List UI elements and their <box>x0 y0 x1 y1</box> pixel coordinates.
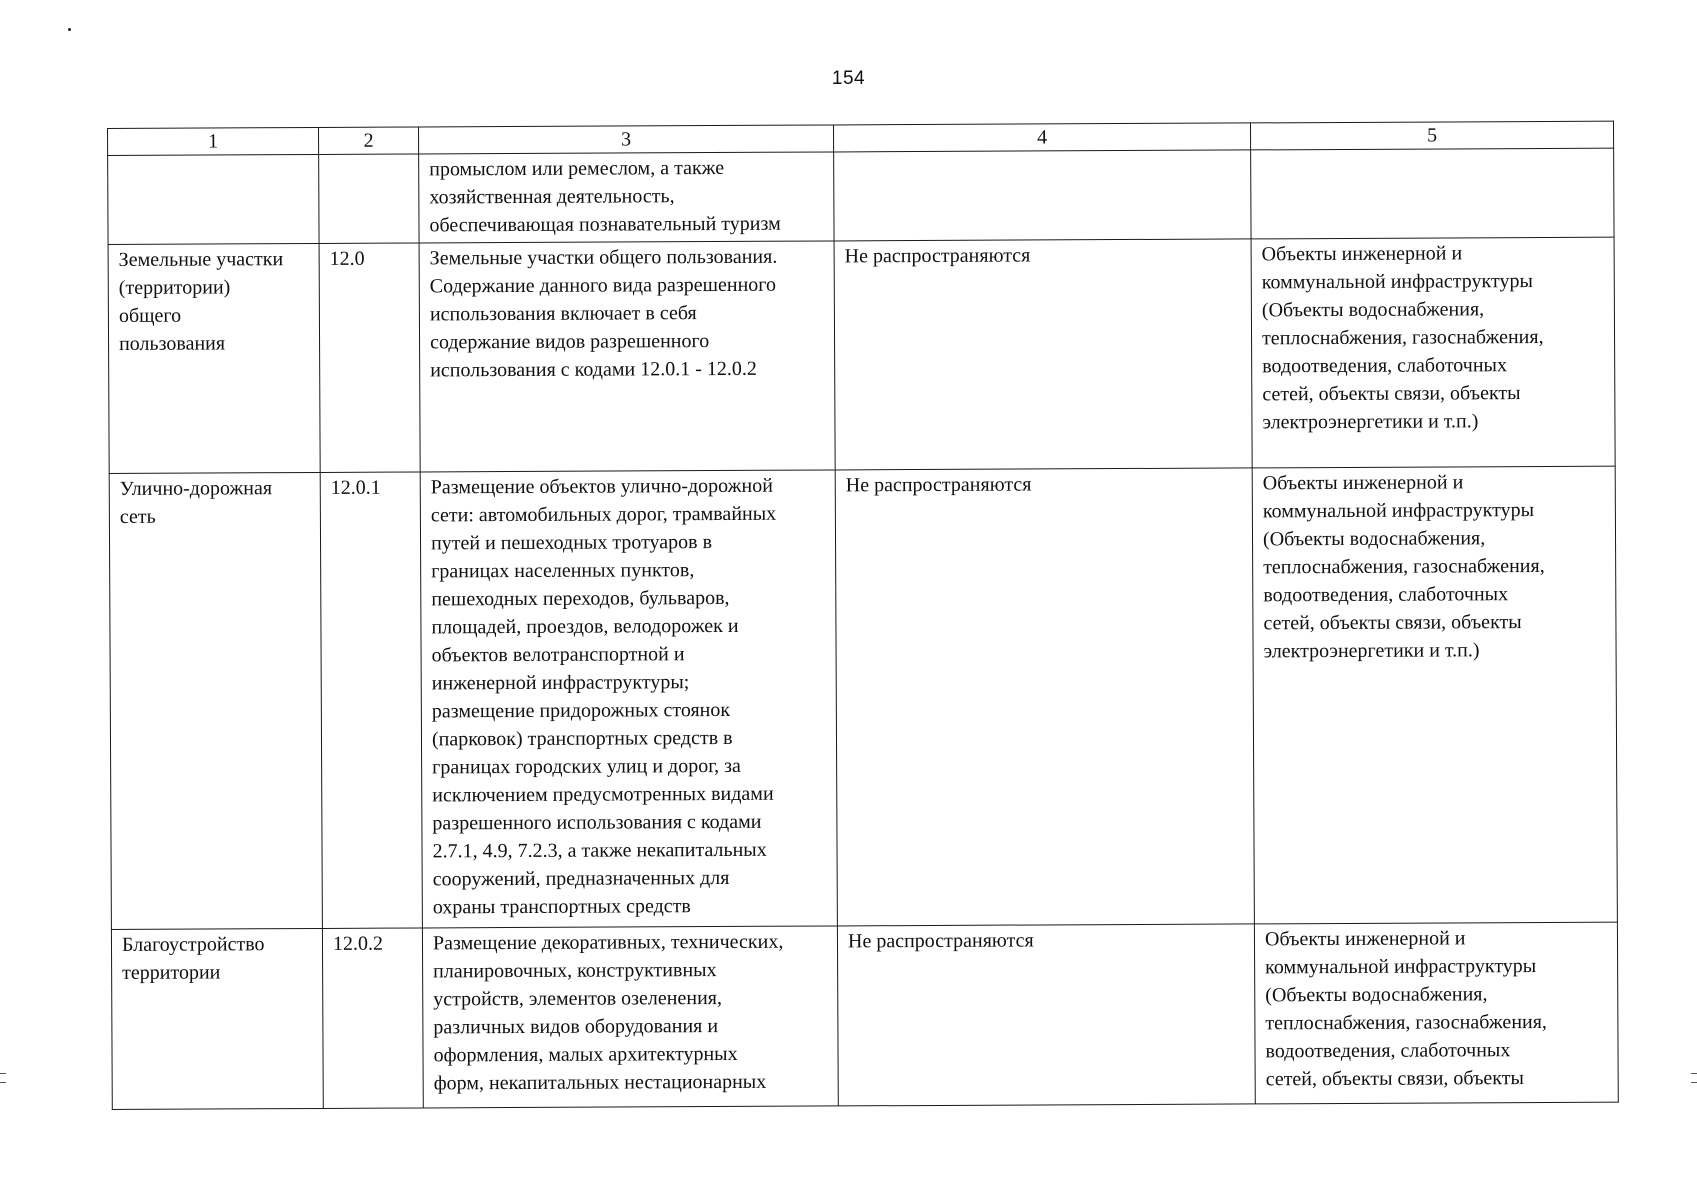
use-type-restrictions-text <box>844 151 1241 153</box>
column-header-3: 3 <box>418 125 833 154</box>
use-type-description <box>420 470 837 928</box>
use-type-description-text: Размещение декоративных, технических, планировочных, конструктивных устройств, элементов озеленения, различных видов оборудования и оформления, малых архитектурных форм, некапитальных нестационарных <box>432 930 784 1095</box>
use-type-name-text: Земельные участки (территории) общего пользования <box>118 248 284 355</box>
column-header-2: 2 <box>318 127 418 154</box>
use-type-description-text: Земельные участки общего пользования. Содержание данного вида разрешенного использования включает в себя содержание видов разрешенного использования с кодами 12.0.1 - 12.0.2 <box>429 245 778 382</box>
left-edge-mark <box>0 1073 6 1083</box>
use-type-name-text: Благоустройство территории <box>121 933 265 984</box>
use-type-description <box>422 926 838 1108</box>
table-row-street-network <box>109 466 1617 929</box>
use-type-restrictions-text: Не распространяются <box>844 244 1031 268</box>
use-type-restrictions <box>835 468 1254 926</box>
use-type-name-text: Улично-дорожная сеть <box>119 477 273 528</box>
use-type-restrictions <box>834 150 1251 241</box>
column-header-4: 4 <box>833 123 1250 152</box>
use-type-description <box>419 241 835 472</box>
right-edge-mark <box>1691 1073 1697 1083</box>
scan-speck <box>68 28 71 31</box>
use-type-objects <box>1251 148 1614 239</box>
use-type-code <box>320 472 422 928</box>
use-type-restrictions-text: Не распространяются <box>847 929 1034 953</box>
table-row-continuation <box>108 148 1614 244</box>
use-type-description-text: Размещение объектов улично-дорожной сети: автомобильных дорог, трамвайных путей и пешеходных тротуаров в границах населенных пунктов, пешеходных переходов, бульваров, площадей, проездов, велодорожек и объектов велотранспортной и инженерной инфраструктуры; размещение придорожных стоянок (парковок) транспортных средств в границах городских улиц и дорог, за исключением предусмотренных видами разрешенного использования с кодами 2.7.1, 4.9, 7.2.3, а также некапитальных сооружений, предназначенных для охраны транспортных средств <box>430 474 777 919</box>
use-type-code <box>319 243 420 472</box>
use-type-name-text <box>118 156 309 157</box>
use-type-code <box>322 928 423 1108</box>
use-type-restrictions-text: Не распространяются <box>845 473 1032 497</box>
page-number: 154 <box>831 68 866 89</box>
use-type-objects-text: Объекты инженерной и коммунальной инфраструктуры (Объекты водоснабжения, теплоснабжения, газоснабжения, водоотведения, слаботочных сетей, объекты связи, объекты электроэнергетики и т.п.) <box>1261 242 1544 434</box>
use-type-code-text: 12.0 <box>329 247 365 270</box>
use-type-objects-text: Объекты инженерной и коммунальной инфраструктуры (Объекты водоснабжения, теплоснабжения, газоснабжения, водоотведения, слаботочных сетей, объекты связи, объекты <box>1264 927 1547 1091</box>
table-row-landscaping <box>111 922 1618 1109</box>
use-type-code <box>319 154 419 243</box>
use-type-name <box>108 154 319 244</box>
land-use-table <box>107 121 1619 1110</box>
use-type-name <box>111 928 323 1109</box>
use-type-name <box>109 472 322 929</box>
use-type-restrictions <box>837 924 1255 1106</box>
column-header-5: 5 <box>1250 121 1613 150</box>
use-type-restrictions <box>834 239 1252 470</box>
table-row-land-plots <box>108 237 1615 473</box>
use-type-code-text: 12.0.2 <box>332 932 384 955</box>
use-type-objects <box>1254 922 1618 1104</box>
use-type-objects <box>1251 237 1615 468</box>
column-header-1: 1 <box>108 127 319 155</box>
use-type-name <box>108 243 320 473</box>
use-type-objects-text: Объекты инженерной и коммунальной инфраструктуры (Объекты водоснабжения, теплоснабжения, газоснабжения, водоотведения, слаботочных сетей, объекты связи, объекты электроэнергетики и т.п.) <box>1262 471 1545 663</box>
use-type-code-text: 12.0.1 <box>330 476 381 499</box>
use-type-objects <box>1252 466 1617 924</box>
use-type-description-text: промыслом или ремеслом, а также хозяйственная деятельность, обеспечивающая познавательный туризм <box>429 156 781 237</box>
use-type-objects-text <box>1261 150 1604 152</box>
use-type-description <box>419 152 834 243</box>
